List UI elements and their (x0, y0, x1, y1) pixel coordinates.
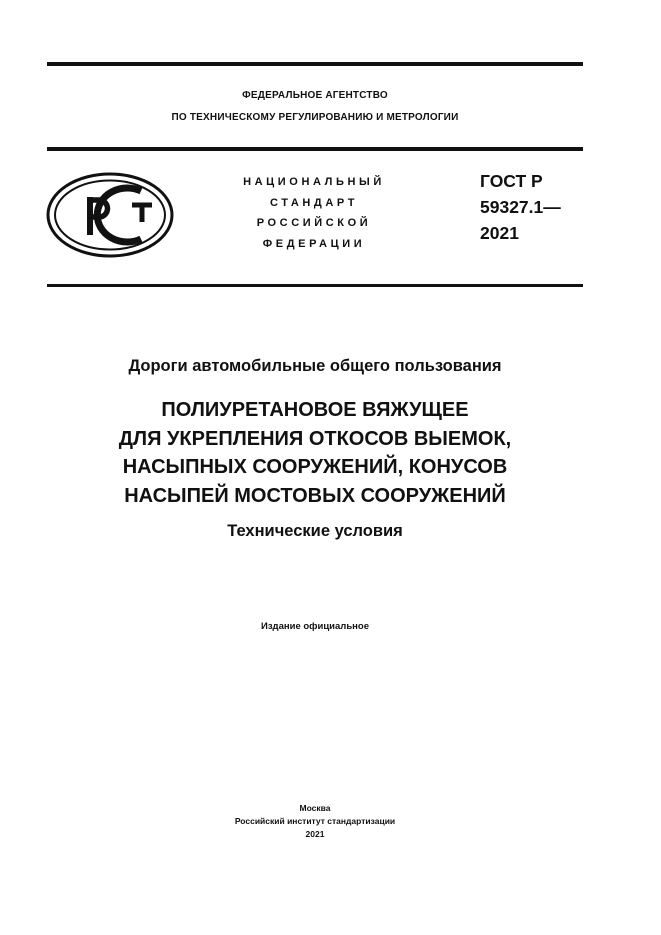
specification-label: Технические условия (227, 522, 403, 540)
header-rule (47, 147, 583, 151)
agency-line-1: ФЕДЕРАЛЬНОЕ АГЕНТСТВО (242, 90, 388, 101)
edition-label: Издание официальное (261, 621, 369, 632)
rst-certification-mark-icon (46, 172, 174, 258)
top-rule (47, 62, 583, 66)
agency-line-2: ПО ТЕХНИЧЕСКОМУ РЕГУЛИРОВАНИЮ И МЕТРОЛОГИИ (171, 112, 459, 123)
gost-line: 59327.1— (480, 197, 561, 217)
section-rule (47, 284, 583, 287)
document-subtitle: Дороги автомобильные общего пользования (128, 357, 502, 375)
national-standard-label (214, 172, 414, 254)
title-line: НАСЫПНЫХ СООРУЖЕНИЙ, КОНУСОВ (122, 456, 508, 478)
publication-year: 2021 (305, 829, 325, 839)
national-standard-line: СТАНДАРТ (269, 196, 359, 209)
title-line: НАСЫПЕЙ МОСТОВЫХ СООРУЖЕНИЙ (124, 484, 506, 507)
document-title (47, 396, 583, 510)
title-line: ДЛЯ УКРЕПЛЕНИЯ ОТКОСОВ ВЫЕМОК, (118, 427, 512, 450)
national-standard-line: ФЕДЕРАЦИИ (262, 237, 366, 250)
national-standard-line: РОССИЙСКОЙ (256, 217, 372, 229)
gost-line: ГОСТ Р (480, 171, 543, 191)
publisher-city: Москва (299, 803, 331, 813)
publisher-name: Российский институт стандартизации (234, 816, 396, 826)
title-line: ПОЛИУРЕТАНОВОЕ ВЯЖУЩЕЕ (161, 399, 469, 421)
gost-line: 2021 (480, 223, 519, 243)
gost-designation (480, 168, 561, 246)
publisher-block (47, 802, 583, 841)
national-standard-line: НАЦИОНАЛЬНЫЙ (243, 176, 385, 188)
